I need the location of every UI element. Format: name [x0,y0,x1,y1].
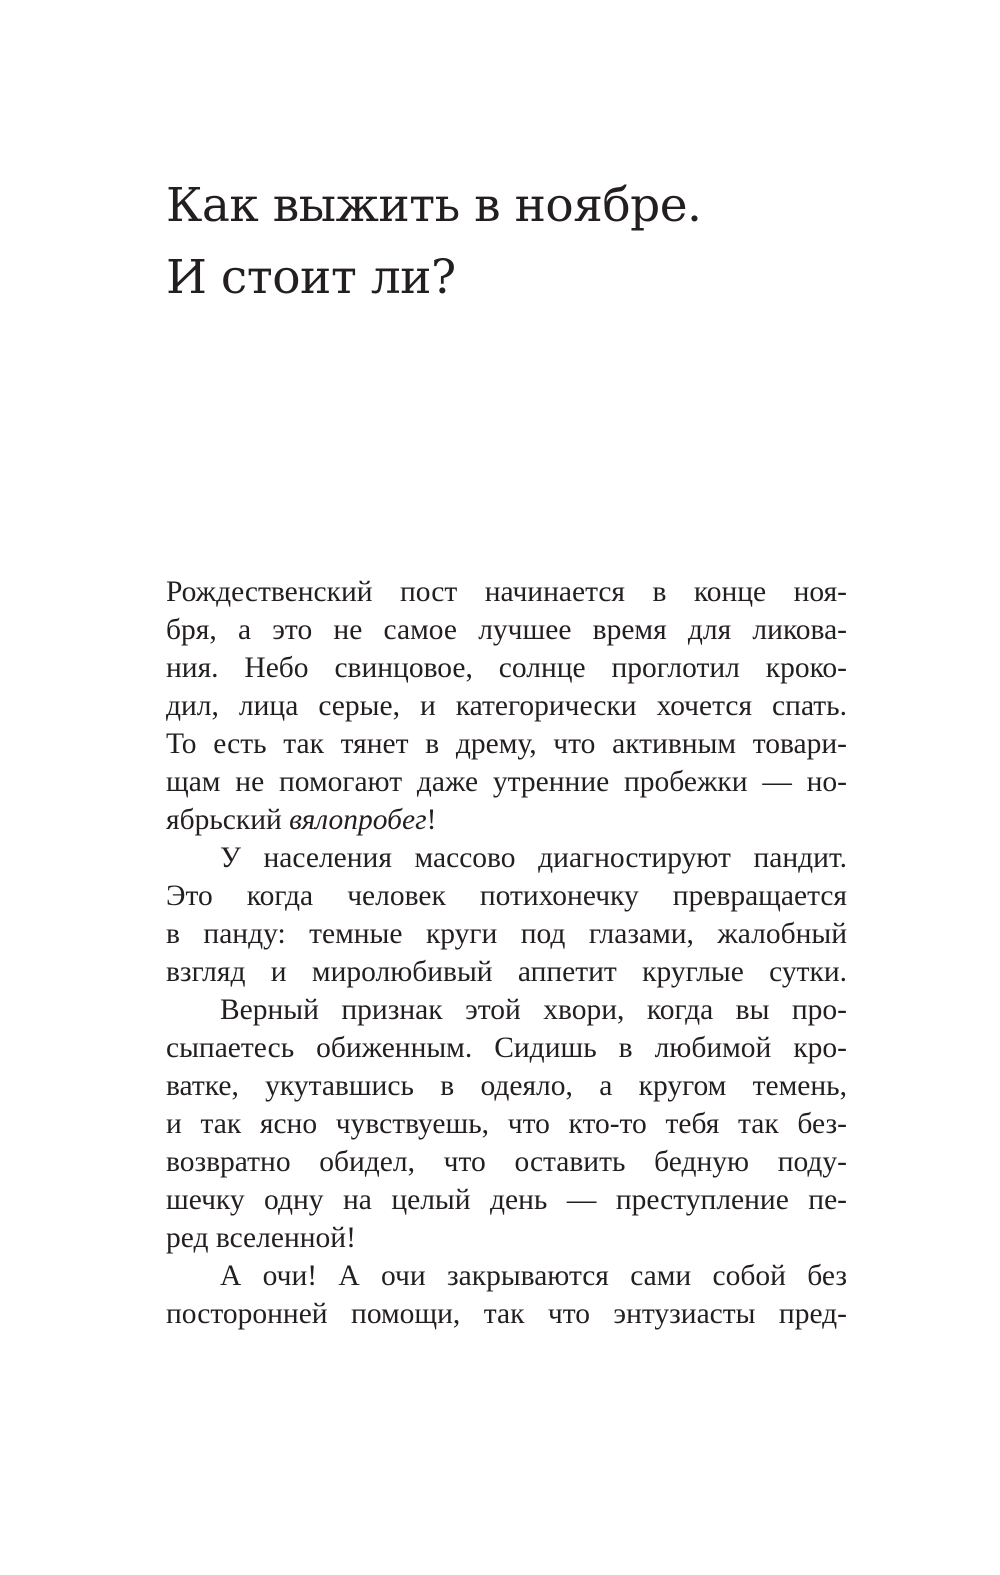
text-fragment: ! [426,804,437,836]
text-line: щам не помогают даже утренние пробежки — но- [166,766,847,798]
text-line: У населения массово диагностируют пандит. [220,842,847,874]
text-line: А очи! А очи закрываются сами собой без [220,1260,847,1292]
paragraph-2 [166,839,847,991]
text-line: Рождественский пост начинается в конце ноя- [166,576,847,608]
text-line-last [166,801,847,839]
paragraph-4 [166,1257,847,1333]
chapter-title-line-2: И стоит ли? [166,250,456,305]
italic-word: вялопробег [289,804,427,836]
text-line: Верный признак этой хвори, когда вы про- [220,994,847,1026]
text-line: То есть так тянет в дрему, что активным товари- [166,728,847,760]
chapter-title-line-1: Как выжить в ноябре. [166,178,702,233]
text-line: в панду: темные круги под глазами, жалобный [166,918,847,950]
text-line: сыпаетесь обиженным. Сидишь в любимой кро- [166,1032,847,1064]
paragraph-3 [166,991,847,1257]
text-line: дил, лица серые, и категорически хочется спать. [166,690,847,722]
text-line: взгляд и миролюбивый аппетит круглые сутки. [166,956,847,988]
text-line: бря, а это не самое лучшее время для ликова- [166,614,847,646]
body-text [166,573,847,1333]
paragraph-1 [166,573,847,839]
text-line: Это когда человек потихонечку превращается [166,880,847,912]
text-line: посторонней помощи, так что энтузиасты пред- [166,1298,847,1330]
text-fragment: ябрьский [166,804,290,836]
chapter-title [166,170,866,314]
text-line: возвратно обидел, что оставить бедную поду- [166,1146,847,1178]
text-line: ватке, укутавшись в одеяло, а кругом темень, [166,1070,847,1102]
text-line-last: ред вселенной! [166,1222,356,1254]
text-line: и так ясно чувствуешь, что кто-то тебя так без- [166,1108,847,1140]
text-line: шечку одну на целый день — преступление пе- [166,1184,847,1216]
text-line: ния. Небо свинцовое, солнце проглотил кроко- [166,652,847,684]
